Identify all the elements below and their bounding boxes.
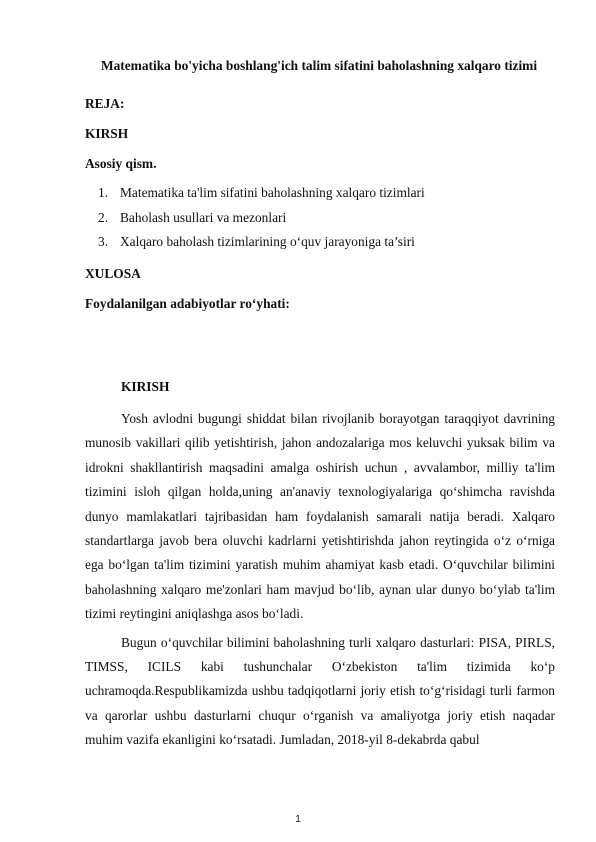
plan-item-number: 3. (98, 234, 109, 249)
intro-toc-heading: KIRSH (85, 126, 129, 141)
body-text (85, 407, 555, 757)
main-part-heading: Asosiy qism. (85, 156, 157, 171)
plan-list (98, 185, 425, 259)
plan-item-3 (98, 234, 425, 259)
references-heading: Foydalanilgan adabiyotlar ro‘yhati: (85, 296, 290, 311)
plan-item-number: 2. (98, 209, 109, 225)
plan-item-1 (98, 185, 425, 210)
page-number: 1 (295, 814, 301, 825)
plan-heading: REJA: (85, 96, 125, 111)
plan-item-text: Xalqaro baholash tizimlarining o‘quv jarayoniga ta’siri (120, 234, 415, 249)
document-title: Matematika bo'yicha boshlang'ich talim sifatini baholashning xalqaro tizimi (100, 58, 538, 73)
paragraph: Bugun o‘quvchilar bilimini baholashning turli xalqaro dasturlari: PISA, PIRLS, TIMSS, ICILS kabi tushunchalar O‘zbekiston ta'lim tizimida ko‘p uchramoqda.Respublikamizda ushbu tadqiqotlarni joriy etish to‘g‘risidagi turli farmon va qarorlar ushbu dasturlarni chuqur o‘rganish va amaliyotga joriy etish naqadar muhim vazifa ekanligini ko‘rsatadi. Jumladan, 2018-yil 8-dekabrda qabul (85, 634, 555, 748)
paragraph: Yosh avlodni bugungi shiddat bilan rivojlanib borayotgan taraqqiyot davrining munosib vakillari qilib yetishtirish, jahon andozalariga mos keluvchi yuksak bilim va idrokni shakllantirish maqsadini amalga oshirish uchun , avvalambor, milliy ta'lim tizimini isloh qilgan holda,uning an'anaviy texnologiyalariga qo‘shimcha ravishda dunyo mamlakatlari tajribasidan ham foydalanish samarali natija beradi. Xalqaro standartlarga javob bera oluvchi kadrlarni yetishtirishda jahon reytingida o‘z o‘rniga ega bo‘lgan ta'lim tizimini yaratish muhim ahamiyat kasb etadi. O‘quvchilar bilimini baholashning xalqaro me'zonlari ham mavjud bo‘lib, aynan ular dunyo bo‘ylab ta'lim tizimi reytingini aniqlashga asos bo‘ladi. (85, 411, 555, 622)
plan-item-text: Baholash usullari va mezonlari (120, 209, 287, 225)
plan-item-text: Matematika ta'lim sifatini baholashning xalqaro tizimlari (120, 185, 425, 200)
plan-item-number: 1. (98, 185, 109, 200)
conclusion-heading: XULOSA (85, 266, 141, 281)
section-heading: KIRISH (121, 379, 170, 394)
plan-item-2 (98, 210, 425, 235)
